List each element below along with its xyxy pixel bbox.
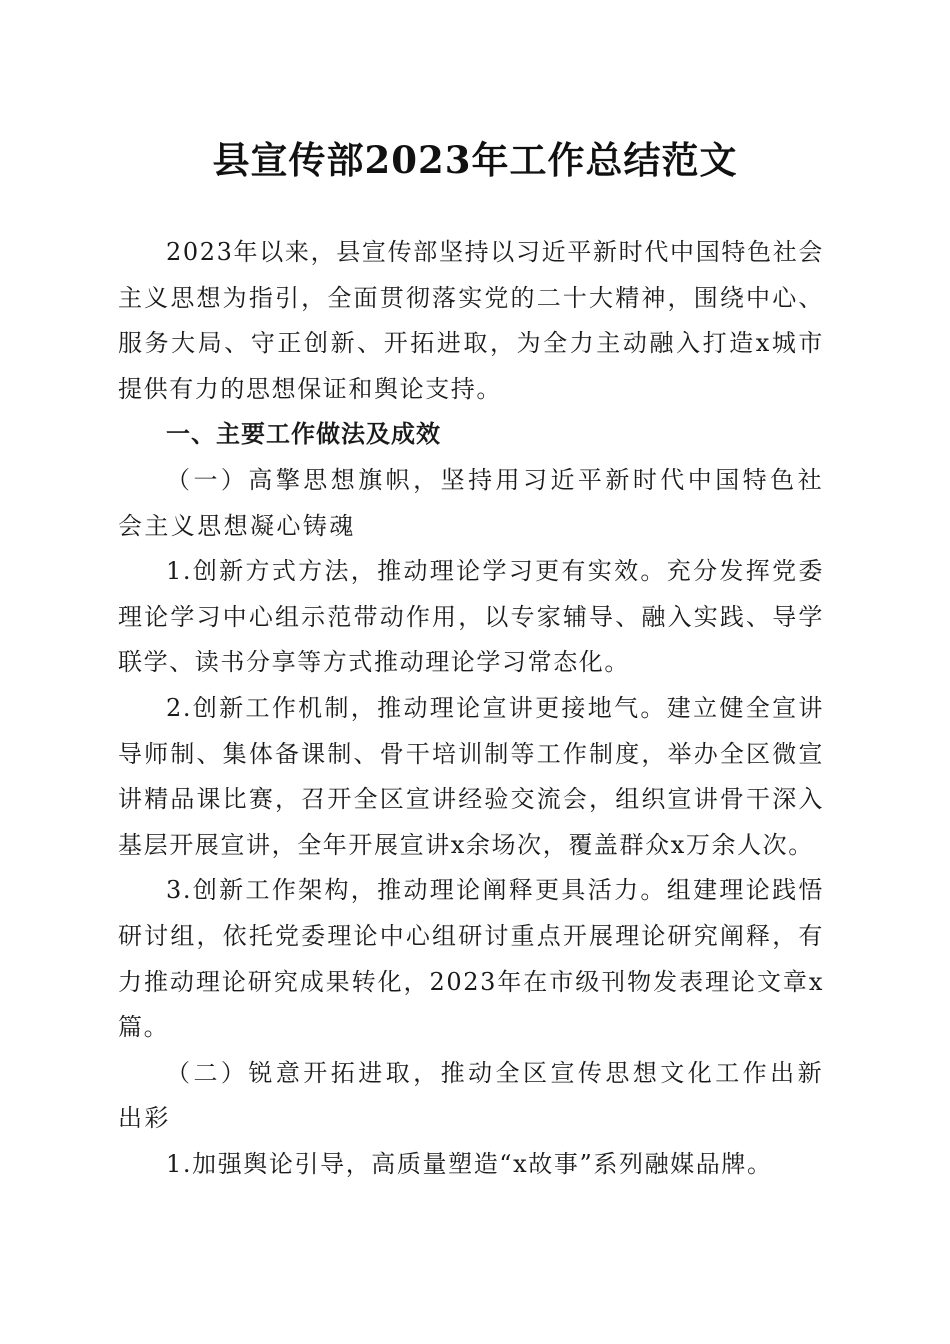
body-paragraph-4: 1.加强舆论引导，高质量塑造“x故事”系列融媒品牌。 [166, 1149, 773, 1178]
body-paragraph-1: 1.创新方式方法，推动理论学习更有实效。充分发挥党委理论学习中心组示范带动作用，以专家辅导、融入实践、导学联学、读书分享等方式推动理论学习常态化。 [118, 557, 824, 677]
section-heading-1: 一、主要工作做法及成效 [166, 420, 441, 449]
document-title: 县宣传部2023年工作总结范文 [212, 138, 738, 182]
subsection-heading-2: （二）锐意开拓进取，推动全区宣传思想文化工作出新出彩 [118, 1058, 824, 1133]
document-body [118, 230, 824, 1187]
subsection-heading-1: （一）高擎思想旗帜，坚持用习近平新时代中国特色社会主义思想凝心铸魂 [118, 465, 824, 540]
intro-paragraph: 2023年以来，县宣传部坚持以习近平新时代中国特色社会主义思想为指引，全面贯彻落实党的二十大精神，围绕中心、服务大局、守正创新、开拓进取，为全力主动融入打造x城市提供有力的思想保证和舆论支持。 [118, 238, 824, 403]
body-paragraph-3: 3.创新工作架构，推动理论阐释更具活力。组建理论践悟研讨组，依托党委理论中心组研讨重点开展理论研究阐释，有力推动理论研究成果转化，2023年在市级刊物发表理论文章x篇。 [118, 876, 824, 1042]
body-paragraph-2: 2.创新工作机制，推动理论宣讲更接地气。建立健全宣讲导师制、集体备课制、骨干培训制等工作制度，举办全区微宣讲精品课比赛，召开全区宣讲经验交流会，组织宣讲骨干深入基层开展宣讲，全年开展宣讲x余场次，覆盖群众x万余人次。 [118, 693, 824, 859]
